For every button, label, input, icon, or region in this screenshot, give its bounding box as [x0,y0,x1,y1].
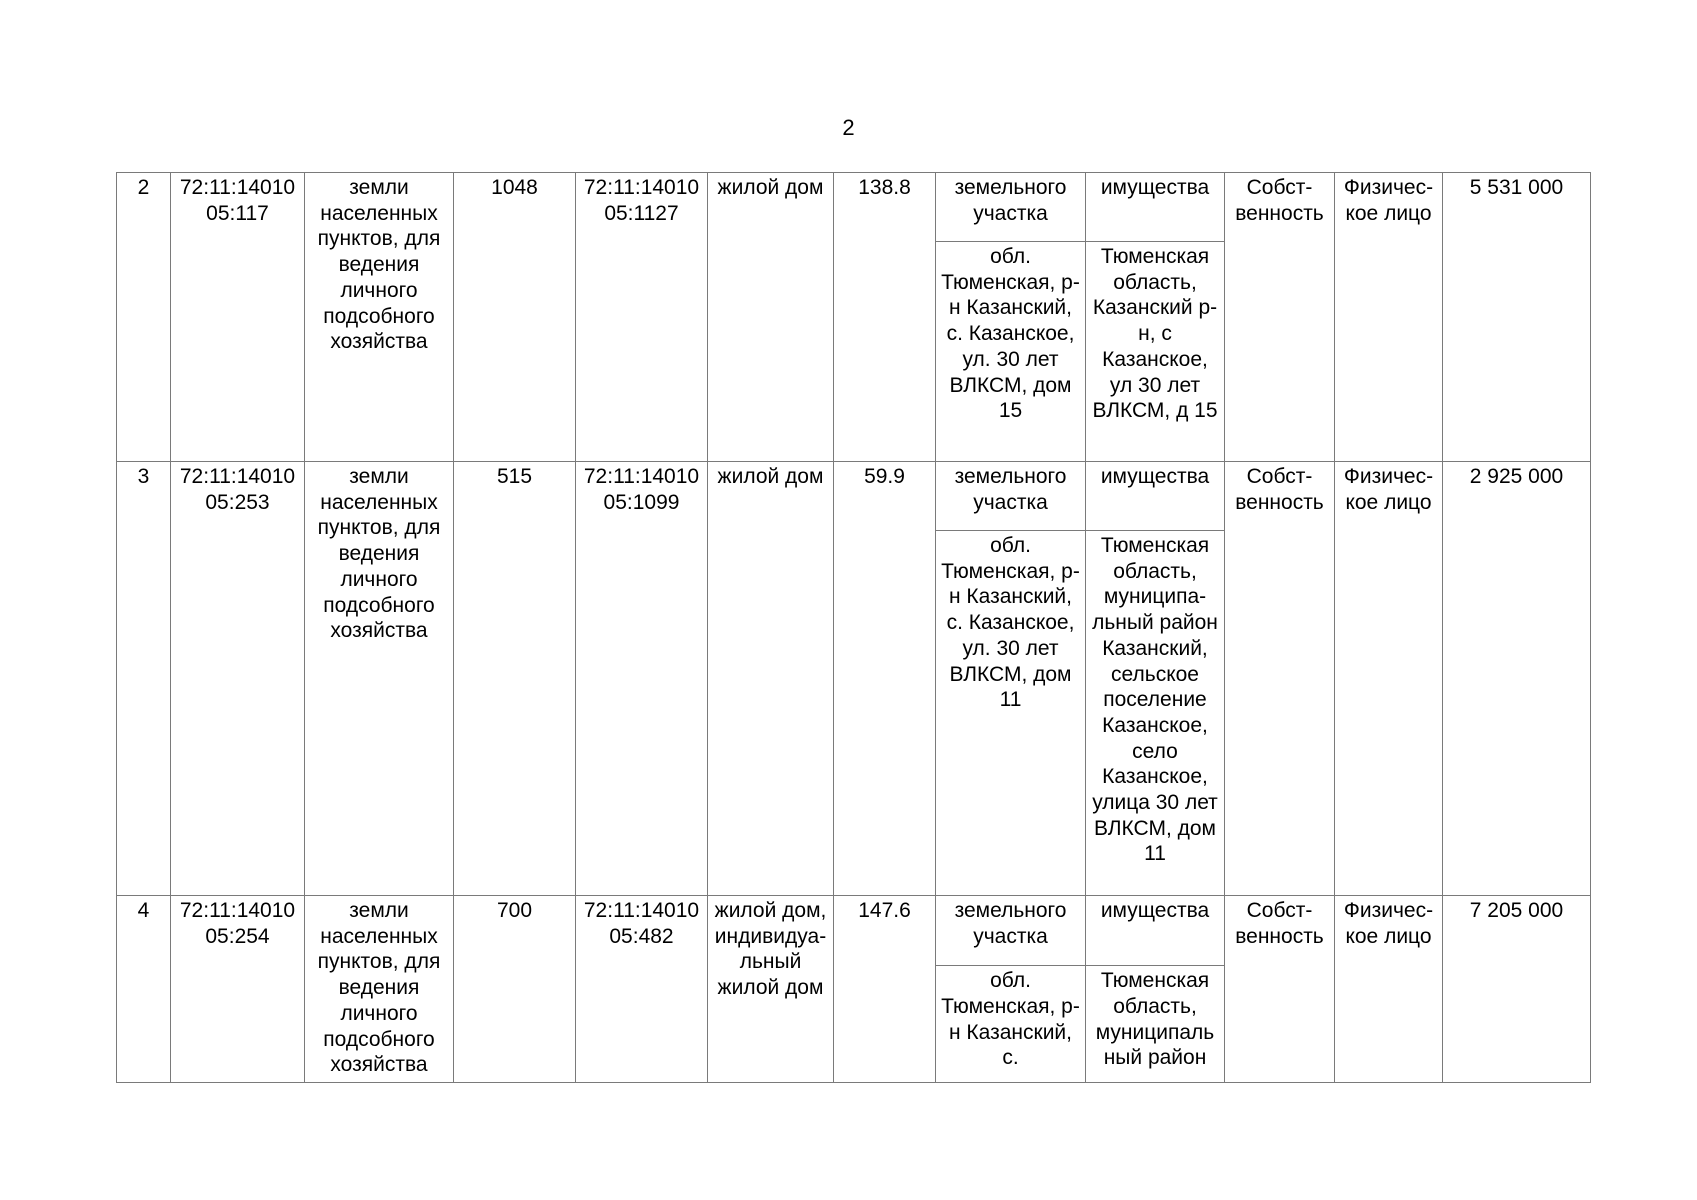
land-category: земли населенных пунктов, для ведения личного подсобного хозяйства [305,173,454,462]
page-number: 2 [842,115,855,140]
building-cadastral-number: 72:11:14010 05:1099 [576,462,708,896]
row-number: 4 [117,896,171,1083]
land-area: 700 [454,896,576,1083]
right-type: Собст-венность [1225,896,1335,1083]
land-area: 1048 [454,173,576,462]
address-property-header: имущества [1086,462,1225,531]
land-category: земли населенных пунктов, для ведения личного подсобного хозяйства [305,462,454,896]
cadastral-value: 5 531 000 [1443,173,1591,462]
row-number: 3 [117,462,171,896]
building-purpose: жилой дом [708,173,834,462]
right-type: Собст-венность [1225,462,1335,896]
land-cadastral-number: 72:11:14010 05:253 [171,462,305,896]
right-type: Собст-венность [1225,173,1335,462]
building-purpose: жилой дом, индивидуа-льный жилой дом [708,896,834,1083]
address-land: обл. Тюменская, р-н Казанский, с. Казанское, ул. 30 лет ВЛКСМ, дом 11 [936,531,1086,896]
table-row [117,896,1591,966]
cadastral-value: 2 925 000 [1443,462,1591,896]
property-table [116,172,1591,1083]
owner: Физичес-кое лицо [1335,462,1443,896]
row-number: 2 [117,173,171,462]
address-property-header: имущества [1086,173,1225,242]
land-category: земли населенных пунктов, для ведения личного подсобного хозяйства [305,896,454,1083]
address-property: Тюменская область, Казанский р-н, с Казанское, ул 30 лет ВЛКСМ, д 15 [1086,242,1225,462]
address-land: обл. Тюменская, р-н Казанский, с. [936,966,1086,1083]
building-purpose: жилой дом [708,462,834,896]
building-cadastral-number: 72:11:14010 05:482 [576,896,708,1083]
address-land: обл. Тюменская, р-н Казанский, с. Казанское, ул. 30 лет ВЛКСМ, дом 15 [936,242,1086,462]
table-row [117,173,1591,242]
building-area: 138.8 [834,173,936,462]
owner: Физичес-кое лицо [1335,173,1443,462]
owner: Физичес-кое лицо [1335,896,1443,1083]
cadastral-value: 7 205 000 [1443,896,1591,1083]
land-area: 515 [454,462,576,896]
table-row [117,462,1591,531]
address-land-header: земельного участка [936,896,1086,966]
address-property: Тюменская область, муниципаль ный район [1086,966,1225,1083]
address-property: Тюменская область, муниципа-льный район Казанский, сельское поселение Казанское, село Казанское, улица 30 лет ВЛКСМ, дом 11 [1086,531,1225,896]
building-area: 147.6 [834,896,936,1083]
land-cadastral-number: 72:11:14010 05:117 [171,173,305,462]
building-area: 59.9 [834,462,936,896]
address-land-header: земельного участка [936,462,1086,531]
address-land-header: земельного участка [936,173,1086,242]
address-property-header: имущества [1086,896,1225,966]
land-cadastral-number: 72:11:14010 05:254 [171,896,305,1083]
building-cadastral-number: 72:11:14010 05:1127 [576,173,708,462]
